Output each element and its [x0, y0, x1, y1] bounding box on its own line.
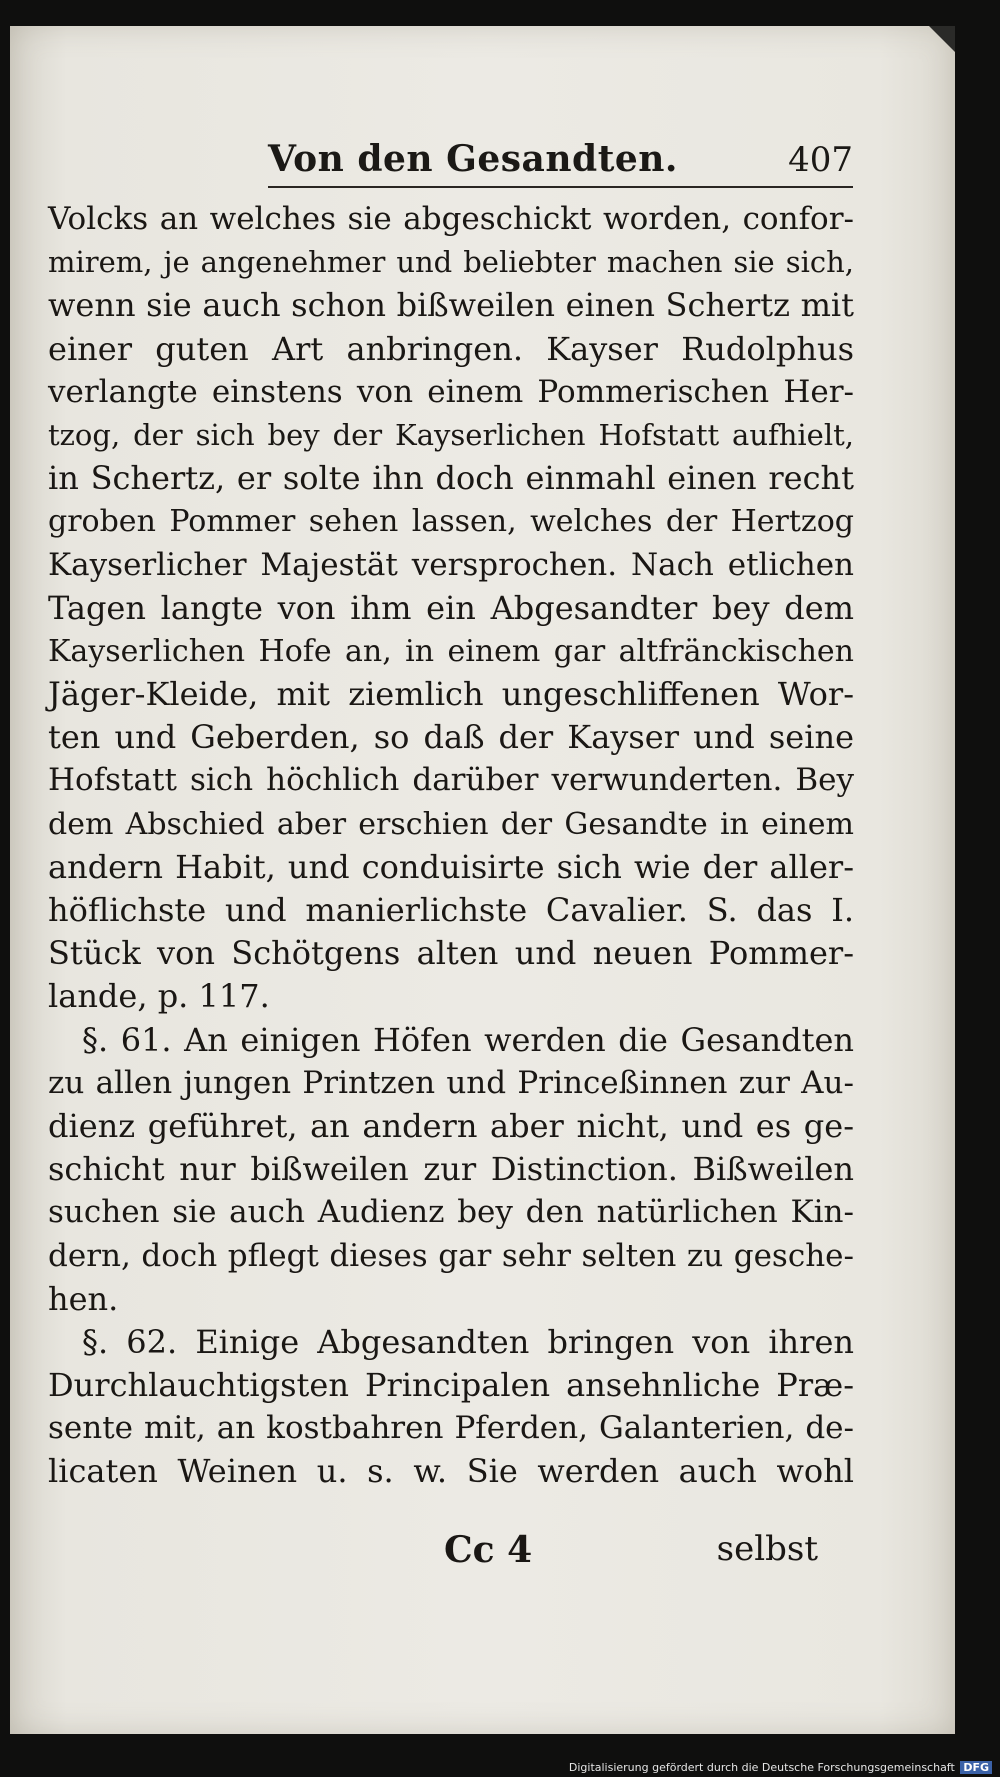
page-number: 407 [788, 140, 853, 180]
text-line: andern Habit, und conduisirte sich wie der aller- [48, 847, 854, 886]
text-line: sente mit, an kostbahren Pferden, Galanterien, de- [48, 1410, 854, 1447]
text-line: suchen sie auch Audienz bey den natürlichen Kin- [48, 1194, 854, 1231]
page-header [268, 134, 853, 188]
text-line: in Schertz, er solte ihn doch einmahl einen recht [48, 459, 854, 498]
text-line: schicht nur bißweilen zur Distinction. Bißweilen [48, 1150, 854, 1189]
text-line: dern, doch pflegt dieses gar sehr selten zu gesche- [48, 1237, 854, 1274]
book-page [10, 26, 955, 1734]
text-line: hen. [48, 1279, 119, 1318]
text-line: tzog, der sich bey der Kayserlichen Hofstatt aufhielt, [48, 417, 854, 452]
text-line: Hofstatt sich höchlich darüber verwunderten. Bey [48, 762, 854, 799]
text-line: licaten Weinen u. s. w. Sie werden auch wohl [48, 1452, 854, 1491]
text-line: Volcks an welches sie abgeschickt worden, confor- [48, 201, 854, 237]
text-line: Stück von Schötgens alten und neuen Pommer- [48, 934, 854, 973]
text-line: §. 61. An einigen Höfen werden die Gesandten [82, 1020, 854, 1059]
text-line: verlangte einstens von einem Pommerischen Her- [48, 373, 854, 410]
running-head: Von den Gesandten. [268, 138, 678, 180]
text-line: dem Abschied aber erschien der Gesandte in einem [48, 806, 854, 842]
text-line: höflichste und manierlichste Cavalier. S. das I. [48, 891, 854, 929]
text-line: Kayserlichen Hofe an, in einem gar altfränckischen [48, 633, 854, 669]
body-text [48, 198, 854, 1494]
text-line: lande, p. 117. [48, 977, 270, 1016]
text-line: wenn sie auch schon bißweilen einen Schertz mit [48, 286, 854, 325]
dfg-logo: DFG [960, 1761, 992, 1774]
text-line: einer guten Art anbringen. Kayser Rudolphus [48, 329, 854, 368]
signature-mark: Cc 4 [444, 1529, 533, 1571]
text-line: ten und Geberden, so daß der Kayser und seine [48, 718, 854, 757]
text-line: Tagen langte von ihm ein Abgesandter bey dem [48, 588, 854, 627]
page-footer [48, 1529, 854, 1579]
text-line: groben Pommer sehen lassen, welches der Hertzog [48, 504, 854, 540]
text-line: zu allen jungen Printzen und Princeßinnen zur Au- [48, 1064, 854, 1101]
text-line: dienz geführet, an andern aber nicht, und es ge- [48, 1106, 854, 1145]
text-line: mirem, je angenehmer und beliebter machen sie sich, [48, 245, 854, 280]
catchword: selbst [716, 1529, 818, 1569]
credit-text: Digitalisierung gefördert durch die Deutsche Forschungsgemeinschaft [568, 1761, 955, 1774]
digitization-credit [569, 1761, 992, 1774]
page-corner [929, 26, 955, 52]
text-line: §. 62. Einige Abgesandten bringen von ihren [82, 1322, 854, 1361]
text-line: Durchlauchtigsten Principalen ansehnliche Præ- [48, 1366, 854, 1405]
text-line: Jäger-Kleide, mit ziemlich ungeschliffenen Wor- [48, 675, 854, 714]
text-line: Kayserlicher Majestät versprochen. Nach etlichen [48, 546, 854, 583]
